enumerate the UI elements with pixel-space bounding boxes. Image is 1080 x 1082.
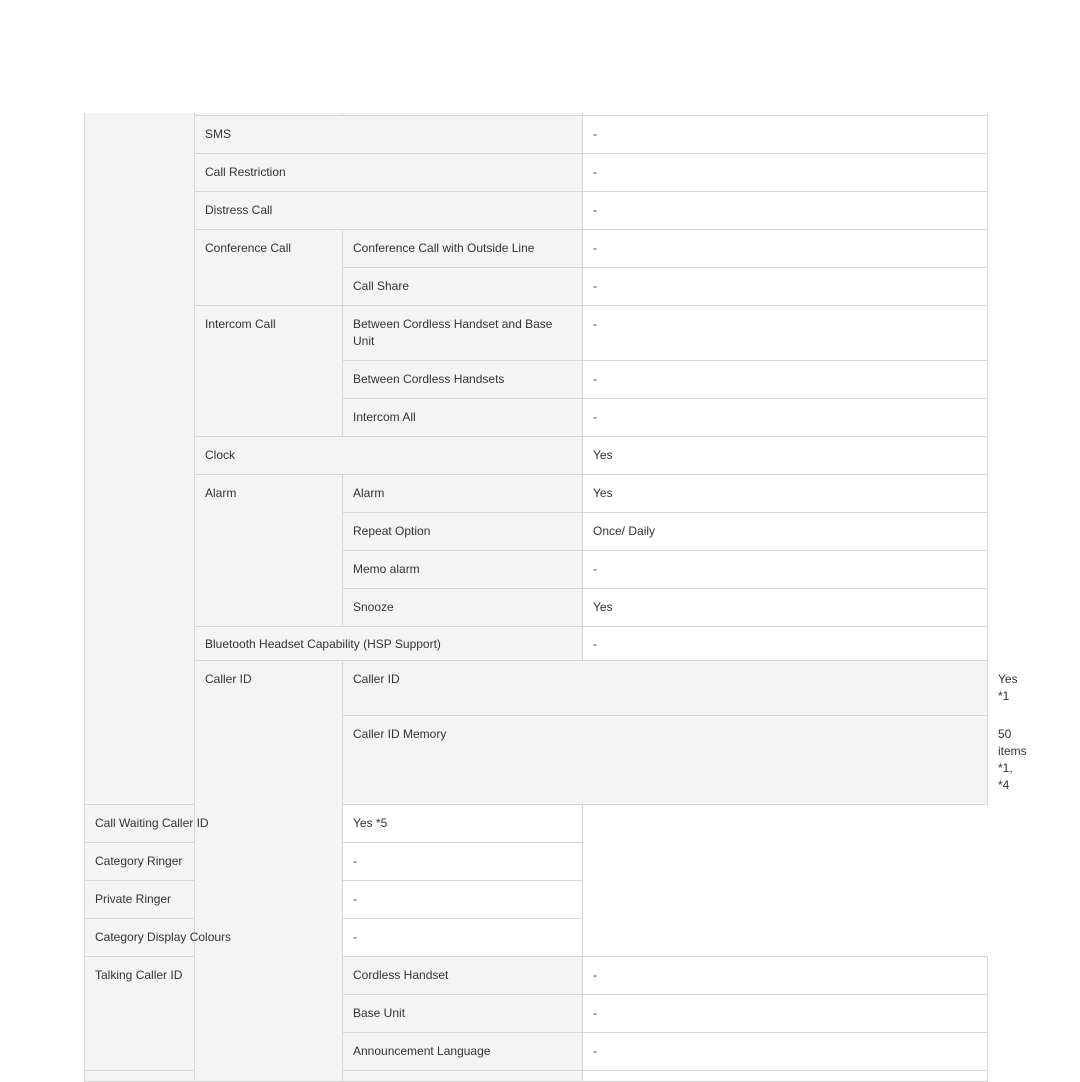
table-row [85,881,988,919]
feature-value: Yes [583,589,988,627]
table-row [85,475,988,513]
feature-label: Conference Call [195,230,343,306]
category-label: Caller ID [195,661,343,1082]
table-row [85,843,988,881]
feature-value: - [583,154,988,192]
subfeature-label: Alarm [343,475,583,513]
feature-value: - [583,957,988,995]
feature-cell-clipped [85,1071,195,1082]
feature-value: - [583,627,988,661]
feature-label: Alarm [195,475,343,627]
subfeature-cell-clipped [343,1071,583,1082]
table-row [85,805,988,843]
subfeature-label: Repeat Option [343,513,583,551]
feature-label: Call Restriction [195,154,583,192]
table-row [85,154,988,192]
feature-label: Call Waiting Caller ID [85,805,343,843]
feature-label: Caller ID Memory [343,716,988,805]
subfeature-label: Snooze [343,589,583,627]
feature-label: Bluetooth Headset Capability (HSP Support) [195,627,583,661]
feature-value: - [583,192,988,230]
table-row [85,230,988,268]
feature-label: Category Display Colours [85,919,343,957]
table-row: Caller ID Memory 50 items *1, *4 [85,716,988,805]
feature-value: - [583,230,988,268]
feature-label: Intercom Call [195,306,343,437]
feature-value: - [583,268,988,306]
category-cell-previous [85,113,195,805]
feature-value: Yes *5 [343,805,583,843]
subfeature-label: Announcement Language [343,1033,583,1071]
feature-value: - [583,1033,988,1071]
spec-table-viewport [84,113,1027,1058]
table-row [85,437,988,475]
feature-label: Clock [195,437,583,475]
subfeature-label: Conference Call with Outside Line [343,230,583,268]
feature-value: - [583,551,988,589]
feature-label: Caller ID [343,661,988,716]
feature-value: - [583,399,988,437]
subfeature-label: Between Cordless Handsets [343,361,583,399]
feature-value: - [343,881,583,919]
feature-value: - [583,995,988,1033]
table-row: Caller ID Caller ID Yes *1 [85,661,988,716]
feature-label: Distress Call [195,192,583,230]
feature-label: SMS [195,116,583,154]
spec-table [84,113,1027,1082]
feature-value: - [343,843,583,881]
table-row [85,306,988,361]
feature-value: - [583,361,988,399]
subfeature-label: Call Share [343,268,583,306]
feature-label: Category Ringer [85,843,343,881]
table-row [85,627,988,661]
feature-value: Yes [583,475,988,513]
value-cell-clipped [583,1071,988,1082]
table-row [85,919,988,957]
table-row [85,116,988,154]
feature-value: Once/ Daily [583,513,988,551]
feature-value: Yes [583,437,988,475]
subfeature-label: Intercom All [343,399,583,437]
feature-label: Private Ringer [85,881,343,919]
subfeature-label: Memo alarm [343,551,583,589]
feature-value: - [583,116,988,154]
subfeature-label: Cordless Handset [343,957,583,995]
subfeature-label: Base Unit [343,995,583,1033]
subfeature-label: Between Cordless Handset and Base Unit [343,306,583,361]
feature-label: Talking Caller ID [85,957,195,1071]
feature-value: - [583,306,988,361]
table-row [85,192,988,230]
feature-value: - [343,919,583,957]
